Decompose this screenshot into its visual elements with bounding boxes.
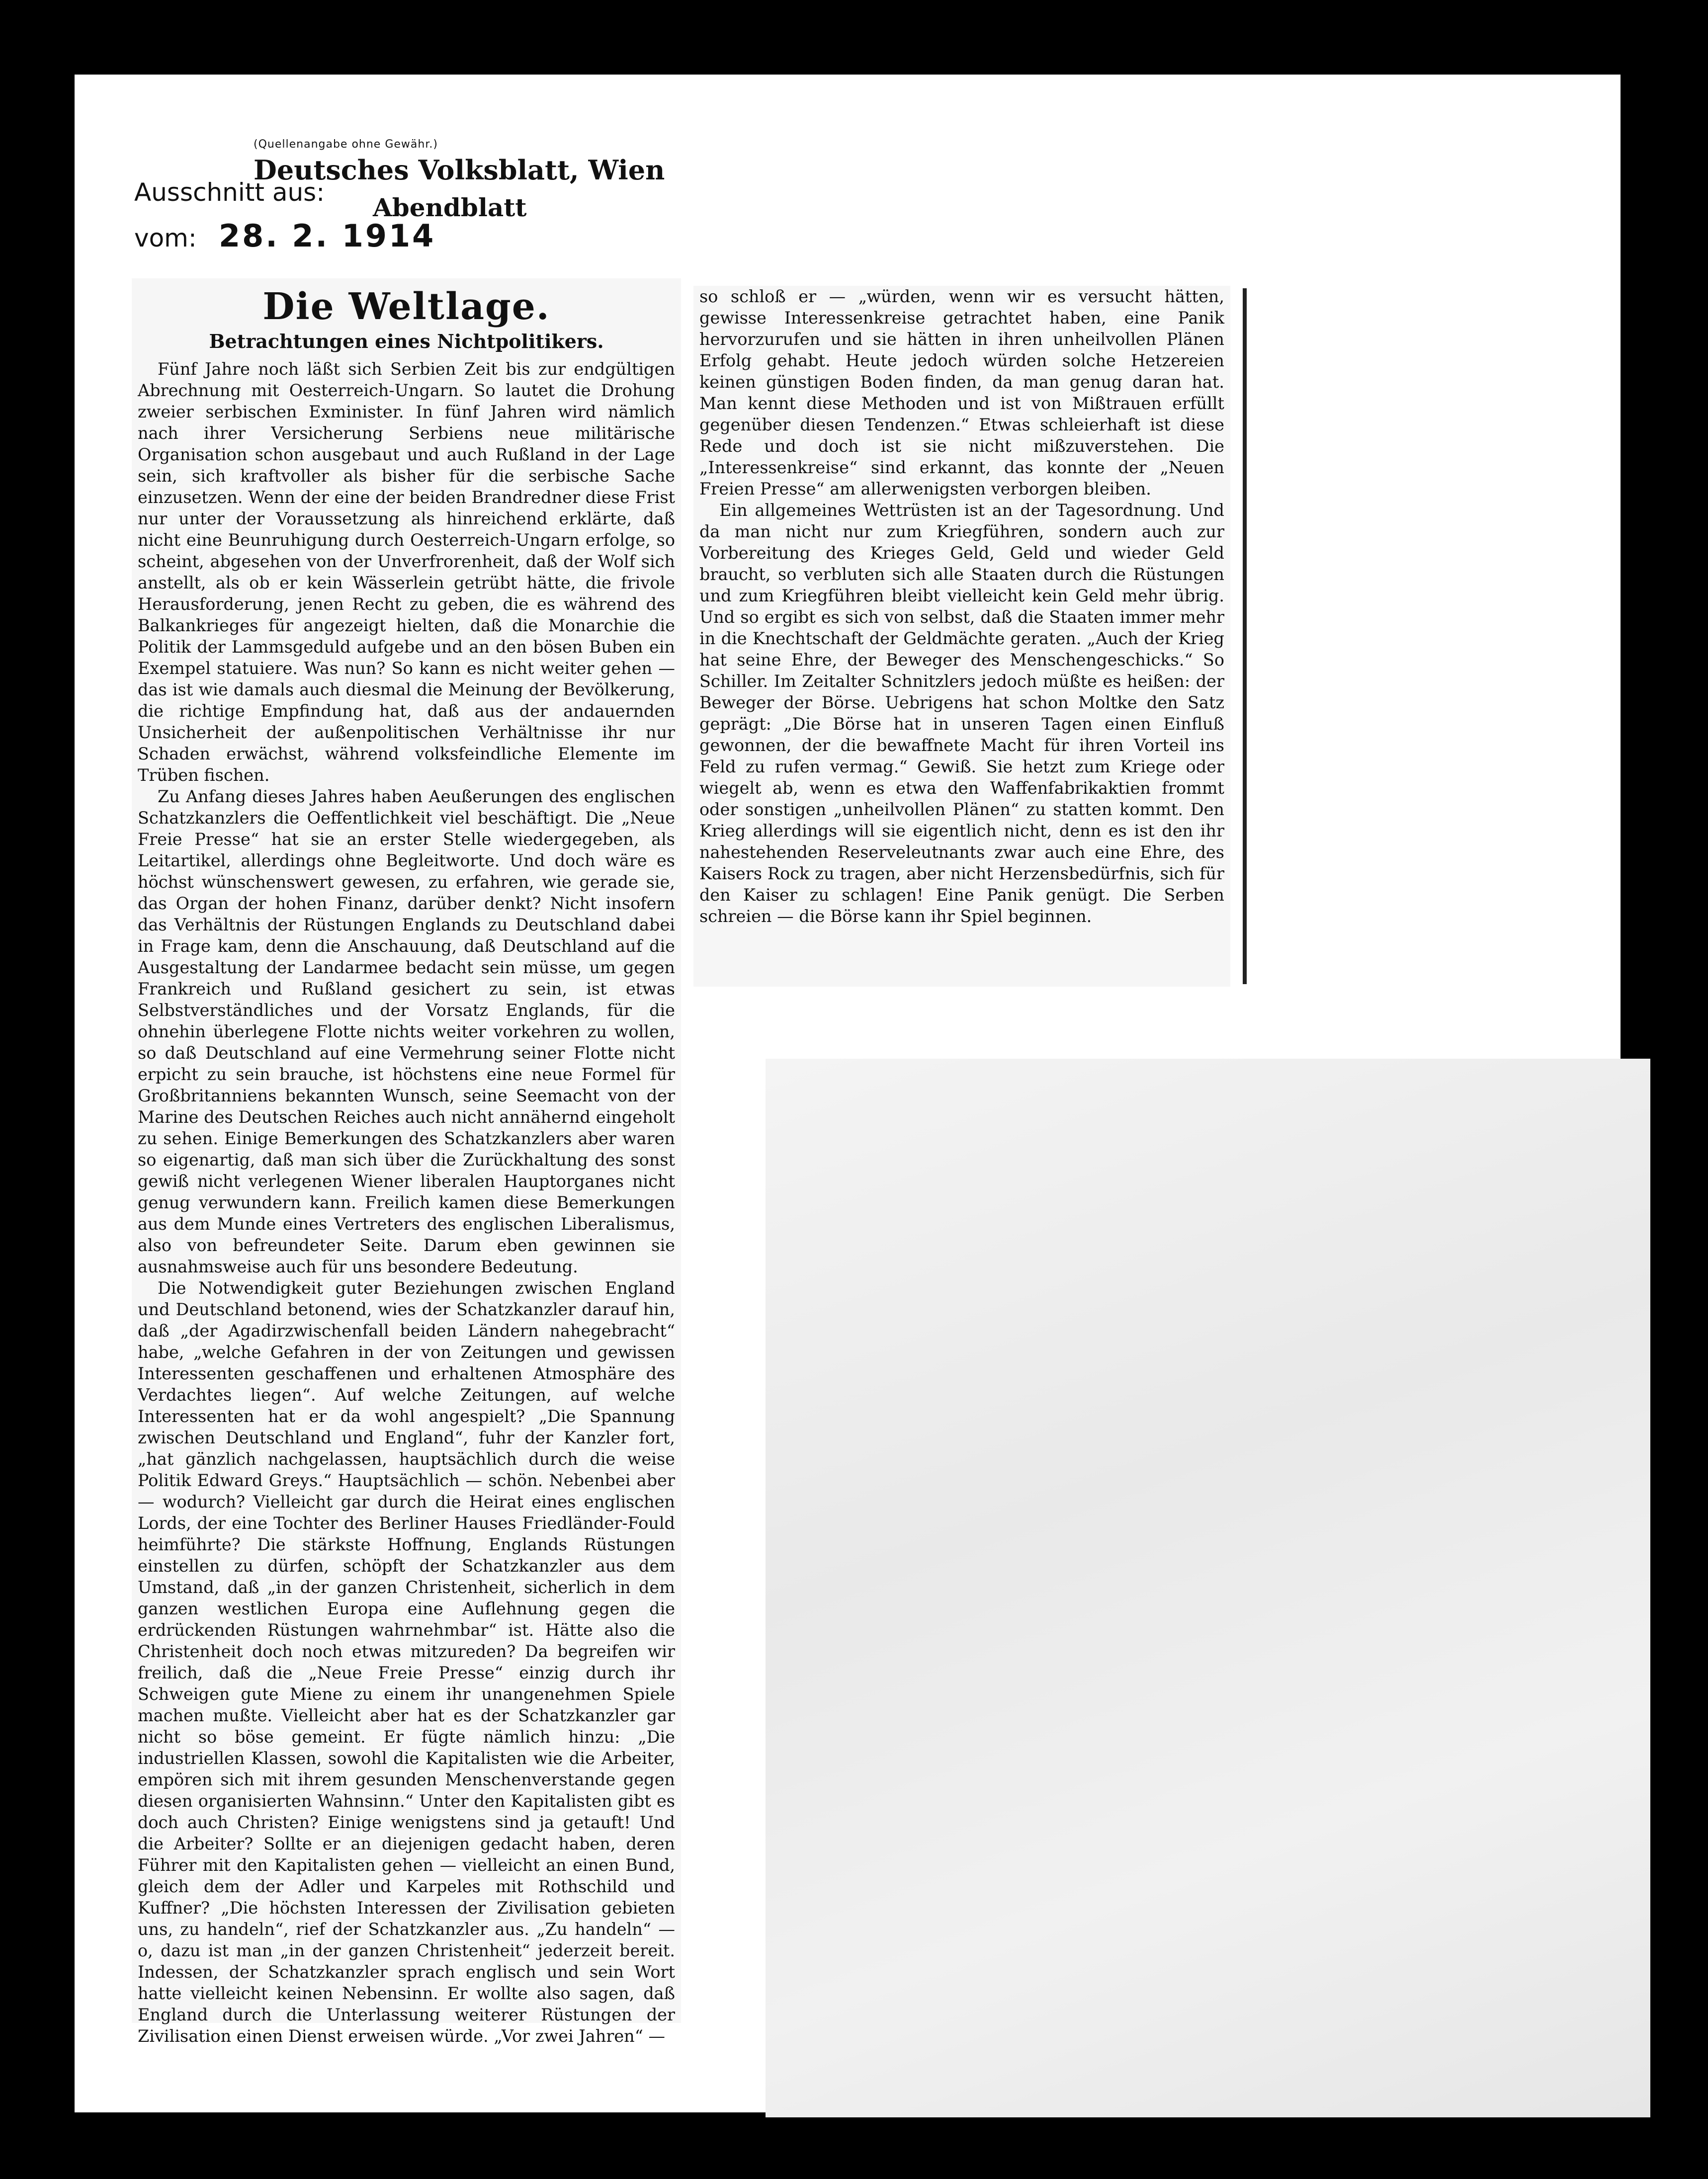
article-body-left: [132, 358, 681, 2047]
blank-backing-paper: [766, 1059, 1650, 2117]
paragraph: Ein allgemeines Wettrüsten ist an der Tagesordnung. Und da man nicht nur zum Kriegführen, sondern auch zur Vorbereitung des Krieges Geld, Geld und wieder Geld braucht, so verbluten sich alle Staaten durch die Rüstungen und zum Kriegführen bleibt vielleicht kein Geld mehr übrig. Und so ergibt es sich von selbst, daß die Staaten immer mehr in die Knechtschaft der Geldmächte geraten. „Auch der Krieg hat seine Ehre, der Beweger des Menschengeschicks.“ So Schiller. Im Zeitalter Schnitzlers jedoch müßte es heißen: der Beweger der Börse. Uebrigens hat schon Moltke den Satz geprägt: „Die Börse hat in unseren Tagen einen Einfluß gewonnen, der die bewaffnete Macht für ihren Vorteil ins Feld zu rufen vermag.“ Gewiß. Sie hetzt zum Kriege oder wiegelt ab, wenn es etwa den Waffenfabrikaktien frommt oder sonstigen „unheilvollen Plänen“ zu statten kommt. Den Krieg allerdings will sie eigentlich nicht, denn es ist den ihr nahestehenden Reserveleutnants zwar auch eine Ehre, des Kaisers Rock zu tragen, aber nicht Herzensbedürfnis, sich für den Kaiser zu schlagen! Eine Panik genügt. Die Serben schreien — die Börse kann ihr Spiel beginnen.: [699, 501, 1224, 926]
clipping-date: 28. 2. 1914: [219, 218, 436, 254]
newspaper-name: Deutsches Volksblatt, Wien: [254, 154, 665, 186]
article-column-right: [693, 286, 1230, 987]
paragraph: Die Notwendigkeit guter Beziehungen zwischen England und Deutschland betonend, wies der Schatzkanzler darauf hin, daß „der Agadirzwischenfall beiden Ländern nahegebracht“ habe, „welche Gefahren in der von Zeitungen und gewissen Interessenten geschaffenen und erhaltenen Atmosphäre des Verdachtes liegen“. Auf welche Zeitungen, auf welche Interessenten hat er da wohl angespielt? „Die Spannung zwischen Deutschland und England“, fuhr der Kanzler fort, „hat gänzlich nachgelassen, hauptsächlich durch die weise Politik Edward Greys.“ Hauptsächlich — schön. Nebenbei aber — wodurch? Vielleicht gar durch die Heirat eines englischen Lords, der eine Tochter des Berliner Hauses Friedländer-Fould heimführte? Die stärkste Hoffnung, Englands Rüstungen einstellen zu dürfen, schöpft der Schatzkanzler aus dem Umstand, daß „in der ganzen Christenheit, sicherlich in dem ganzen westlichen Europa eine Auflehnung gegen die erdrückenden Rüstungen wahrnehmbar“ ist. Hätte also die Christenheit doch noch etwas mitzureden? Da begreifen wir freilich, daß die „Neue Freie Presse“ einzig durch ihr Schweigen gute Miene zu einem ihr unangenehmen Spiele machen mußte. Vielleicht aber hat es der Schatzkanzler gar nicht so böse gemeint. Er fügte nämlich hinzu: „Die industriellen Klassen, sowohl die Kapitalisten wie die Arbeiter, empören sich mit ihrem gesunden Menschenverstande gegen diesen organisierten Wahnsinn.“ Unter den Kapitalisten gibt es doch auch Christen? Einige wenigstens sind ja getauft! Und die Arbeiter? Sollte er an diejenigen gedacht haben, deren Führer mit den Kapitalisten gehen — vielleicht an einen Bund, gleich dem der Adler und Karpeles mit Rothschild und Kuffner? „Die höchsten Interessen der Zivilisation gebieten uns, zu handeln“, rief der Schatzkanzler aus. „Zu handeln“ — o, dazu ist man „in der ganzen Christenheit“ jederzeit bereit. Indessen, der Schatzkanzler sprach englisch und sein Wort hatte vielleicht keinen Nebensinn. Er wollte also sagen, daß England durch die Unterlassung weiterer Rüstungen der Zivilisation einen Dienst erweisen würde. „Vor zwei Jahren“ —: [138, 1278, 675, 2046]
paragraph: so schloß er — „würden, wenn wir es versucht hätten, gewisse Interessenkreise getrachtet haben, eine Panik hervorzurufen und sie hätten in ihren unheilvollen Plänen Erfolg gehabt. Heute jedoch würden solche Hetzereien keinen günstigen Boden finden, da man genug daran hat. Man kennt diese Methoden und ist von Mißtrauen erfüllt gegenüber diesen Tendenzen.“ Etwas schleierhaft ist diese Rede und doch ist sie nicht mißzuverstehen. Die „Interessenkreise“ sind erkannt, das konnte der „Neuen Freien Presse“ am allerwenigsten verborgen bleiben.: [699, 287, 1224, 499]
article-subtitle: Betrachtungen eines Nichtpolitikers.: [209, 330, 604, 352]
edition-name: Abendblatt: [373, 193, 527, 222]
article-title: Die Weltlage.: [262, 285, 550, 328]
paragraph: Zu Anfang dieses Jahres haben Aeußerungen des englischen Schatzkanzlers die Oeffentlichkeit viel beschäftigt. Die „Neue Freie Presse“ hat sie an erster Stelle wiedergegeben, als Leitartikel, allerdings ohne Begleitworte. Und doch wäre es höchst wünschenswert gewesen, zu erfahren, wie gerade sie, das Organ der hohen Finanz, darüber denkt? Nicht insofern das Verhältnis der Rüstungen Englands zu Deutschland dabei in Frage kam, denn die Anschauung, daß Deutschland auf die Ausgestaltung der Landarmee bedacht sein müsse, um gegen Frankreich und Rußland gesichert zu sein, ist etwas Selbstverständliches und der Vorsatz Englands, für die ohnehin überlegene Flotte nichts weiter vorkehren zu wollen, so daß Deutschland auf eine Vermehrung seiner Flotte nicht erpicht zu sein brauche, ist höchstens eine neue Formel für Großbritanniens bekannten Wunsch, seine Seemacht von der Marine des Deutschen Reiches auch nicht annähernd eingeholt zu sehen. Einige Bemerkungen des Schatzkanzlers aber waren so eigenartig, daß man sich über die Zurückhaltung des sonst gewiß nicht verlegenen Wiener liberalen Hauptorganes nicht genug verwundern kann. Freilich kamen diese Bemerkungen aus dem Munde eines Vertreters des englischen Liberalismus, also von befreundeter Seite. Darum eben gewinnen sie ausnahmsweise auch für uns besondere Bedeutung.: [138, 787, 675, 1276]
source-note: (Quellenangabe ohne Gewähr.): [254, 138, 438, 151]
article-body-right: [693, 286, 1230, 927]
column-edge-shadow: [1243, 288, 1247, 984]
label-vom: vom:: [134, 224, 197, 252]
clipping-stamp: [134, 134, 665, 263]
label-ausschnitt: Ausschnitt aus:: [134, 178, 325, 207]
paragraph: Fünf Jahre noch läßt sich Serbien Zeit bis zur endgültigen Abrechnung mit Oesterreich-Ungarn. So lautet die Drohung zweier serbischen Exminister. In fünf Jahren wird nämlich nach ihrer Versicherung Serbiens neue militärische Organisation schon ausgebaut und auch Rußland in der Lage sein, sich kraftvoller als bisher für die serbische Sache einzusetzen. Wenn der eine der beiden Brandredner diese Frist nur unter der Voraussetzung als hinreichend erklärte, daß nicht eine Beunruhigung durch Oesterreich-Ungarn erfolge, so scheint, abgesehen von der Unverfrorenheit, daß der Wolf sich anstellt, als ob er kein Wässerlein getrübt hätte, die frivole Herausforderung, jenen Recht zu geben, die es während des Balkankrieges für angezeigt hielten, daß die Monarchie die Politik der Lammsgeduld aufgebe und an den bösen Buben ein Exempel statuiere. Was nun? So kann es nicht weiter gehen — das ist wie damals auch diesmal die Meinung der Bevölkerung, die richtige Empfindung hat, daß aus der andauernden Unsicherheit der außenpolitischen Verhältnisse ihr nur Schaden erwächst, während volksfeindliche Elemente im Trüben fischen.: [138, 359, 675, 785]
article-column-left: [132, 278, 681, 2046]
